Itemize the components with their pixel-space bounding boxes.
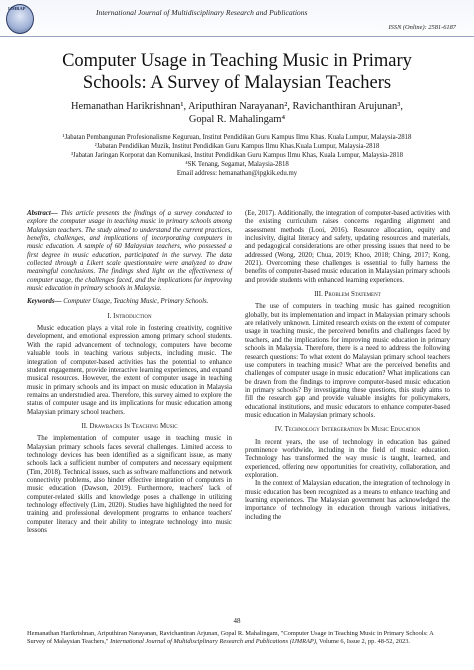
page-number: 48	[233, 617, 241, 625]
keywords-text: Computer Usage, Teaching Music, Primary Schools.	[61, 298, 209, 306]
section-4-paragraph-1: In recent years, the use of technology in education has gained prominence worldwide, including in the field of music education. Technology has transformed the way music is taught, learned, and experienced, offering new opportunities for creativity, collaboration, and exploration.	[245, 438, 450, 479]
right-column	[245, 210, 450, 522]
title-line-2: Schools: A Survey of Malaysian Teachers	[82, 73, 392, 93]
abstract	[27, 210, 232, 293]
affiliation-1: ¹Jabatan Pembangunan Profesionalisme Keguruan, Institut Pendidikan Guru Kampus Ilmu Khas. Kuala Lumpur, Malaysia-2818	[62, 134, 412, 141]
paper-title	[20, 50, 454, 94]
footer-citation-text: Hemanathan Harikrishnan, Ariputhiran Narayanan, Ravichantiran Arjunan, Gopal R. Mahalingam, "Computer Usage in Teaching Music in Primary Schools: A Survey of Malaysian Teachers,"	[27, 630, 434, 645]
authors	[20, 100, 454, 126]
authors-line-1: Hemanathan Harikrishnan¹, Ariputhiran Narayanan², Ravichanthiran Arujunan³,	[71, 101, 403, 112]
issn: ISSN (Online): 2581-6187	[388, 24, 456, 31]
authors-line-2: Gopal R. Mahalingam⁴	[188, 114, 286, 125]
section-1-paragraph: Music education plays a vital role in fostering creativity, cognitive development, and emotional expression among primary school students. With the rapid advancement of technology, computers have become valuable tools in teaching various subjects, including music. The integration of computer-based activities has the potential to enhance student engagement, provide interactive learning experiences, and expand musical resources. However, the extent of computer usage in teaching music in primary schools and its impact on music education in Malaysia remains an understudied area. Therefore, this survey aimed to explore the status of computer usage and its implications for music education among Malaysian primary school teachers.	[27, 325, 232, 416]
keywords-label: Keywords—	[27, 298, 62, 306]
section-2-paragraph: The implementation of computer usage in teaching music in Malaysian primary schools faces several challenges. Limited access to technology devices has been identified as a significant issue, as many schools lack a sufficient number of computers and necessary equipment (Tim, 2018). Technical issues, such as software malfunctions and network connectivity problems, also hinder effective integration of computers in music education (Dawson, 2019). Furthermore, teachers' lack of computer-related skills and knowledge poses a challenge in utilizing technology effectively (Lim, 2020). Studies have highlighted the need for training and professional development programs to enhance teachers' computer literacy and their ability to integrate technology into music lessons	[27, 435, 232, 535]
section-3-paragraph: The use of computers in teaching music has gained recognition globally, but its implementation and impact in Malaysian primary schools are relatively unknown. Limited research exists on the extent of computer usage in teaching music, the perceived benefits and challenges faced by teachers, and the implications for improving music education in primary schools in Malaysia. Therefore, there is a need to address the following research questions: To what extent do Malaysian primary school teachers use computers in teaching music? What are the perceived benefits and challenges of computer usage in music education? What implications can be drawn from the findings to improve computer-based music education in primary schools? By investigating these questions, this study aims to fill the research gap and provide valuable insights for policymakers, educational institutions, and music educators to enhance computer-based music education in Malaysian primary schools.	[245, 303, 450, 419]
journal-title: International Journal of Multidisciplinary Research and Publications	[96, 8, 308, 17]
affiliation-4: ⁴SK Tenang, Segamat, Malaysia-2818	[185, 161, 289, 168]
section-4-paragraph-2: In the context of Malaysian education, the integration of technology in music education has been recognized as a means to enhance teaching and learning experiences. The Malaysian government has acknowledged the importance of technology in education through various initiatives, including the	[245, 480, 450, 521]
continued-paragraph: (Ee, 2017). Additionally, the integration of computer-based activities with the existing curriculum raises concerns regarding alignment and assessment methods (Looi, 2016). Resource allocation, equity and inclusivity, digital literacy and safety, updating resources and materials, and pedagogical considerations are other pressing issues that need to be addressed (Wong, 2020; Chua, 2019; Khoo, 2018; Ching, 2017; Kong, 2021). Overcoming these challenges is essential to fully harness the benefits of computer-based music education in Malaysian primary schools and provide students with enhanced learning experiences.	[245, 210, 450, 284]
email-address: Email address: hemanathan@ipgkik.edu.my	[176, 170, 298, 177]
section-2-heading: II. Drawbacks In Teaching Music	[81, 422, 178, 430]
abstract-text: This article presents the findings of a survey conducted to explore the computer usage in teaching music in primary schools among Malaysian teachers. The study aimed to understand the current practices, benefits, challenges, and implications of incorporating computers in music education. A sample of 60 Malaysian teachers, who possessed a first degree in music education, participated in the survey. The data collected through a Likert scale questionnaire were analyzed to draw meaningful conclusions. The findings shed light on the effectiveness of computer usage, the challenges faced, and the implications for improving music education in primary schools in Malaysia.	[27, 210, 232, 293]
section-4-heading: IV. Technology Intergeration In Music Education	[274, 426, 421, 434]
keywords	[27, 298, 232, 306]
abstract-label: Abstract—	[27, 210, 58, 217]
affiliation-2: ²Jabatan Pendidikan Muzik, Institut Pendidikan Guru Kampus Ilmu Khas.Kuala Lumpur, Malaysia-2818	[94, 143, 380, 150]
section-1-heading: I. Introduction	[107, 312, 152, 320]
left-column	[27, 210, 232, 535]
title-line-1: Computer Usage in Teaching Music in Primary	[62, 51, 412, 71]
header-rule	[0, 36, 474, 37]
logo-text: IJMRAP	[8, 6, 26, 11]
footer-journal: International Journal of Multidisciplinary Research and Publications (IJMRAP),	[108, 638, 318, 645]
affiliation-3: ³Jabatan Jaringan Korporat dan Komunikasi, Institut Pendidikan Guru Kampus Ilmu Khas, Kuala Lumpur, Malaysia-2818	[70, 152, 404, 159]
section-3-heading: III. Problem Statement	[314, 291, 381, 299]
footer-citation	[27, 630, 447, 646]
footer-volume: Volume 6, Issue 2, pp. 48-52, 2023.	[317, 638, 411, 645]
